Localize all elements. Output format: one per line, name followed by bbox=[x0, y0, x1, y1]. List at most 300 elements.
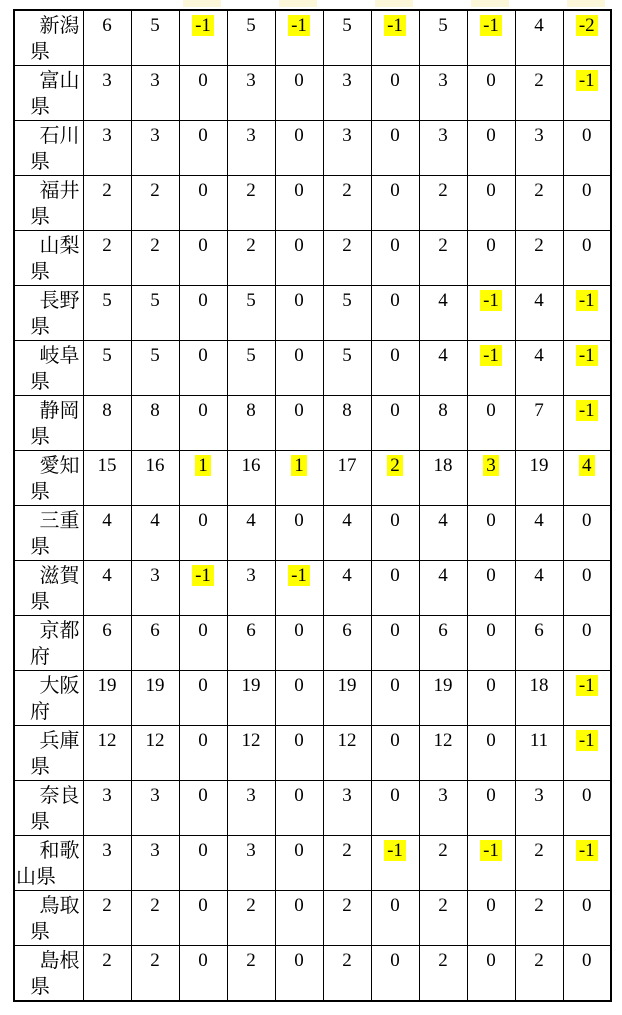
value-cell bbox=[323, 231, 371, 286]
value-text: 0 bbox=[390, 345, 400, 366]
value-text: 0 bbox=[294, 70, 304, 91]
value-cell bbox=[467, 836, 515, 891]
value-cell bbox=[227, 946, 275, 1002]
value-text: 16 bbox=[145, 455, 165, 476]
value-text: 3 bbox=[246, 565, 256, 586]
value-text: 2 bbox=[102, 235, 112, 256]
value-text: 3 bbox=[342, 785, 352, 806]
value-text: 2 bbox=[438, 235, 448, 256]
value-text: 2 bbox=[102, 180, 112, 201]
prefecture-name-cell bbox=[14, 671, 83, 726]
value-text: 3 bbox=[246, 125, 256, 146]
value-text: 11 bbox=[529, 730, 549, 751]
value-text: 8 bbox=[438, 400, 448, 421]
value-text: 19 bbox=[97, 675, 117, 696]
value-cell bbox=[467, 616, 515, 671]
value-cell bbox=[323, 66, 371, 121]
value-cell bbox=[179, 781, 227, 836]
prefecture-name-line: 新潟 bbox=[39, 15, 80, 37]
value-cell bbox=[323, 176, 371, 231]
value-text: 19 bbox=[145, 675, 165, 696]
prefecture-name-line: 富山 bbox=[39, 70, 80, 92]
value-cell bbox=[227, 121, 275, 176]
value-text: 0 bbox=[294, 675, 304, 696]
value-cell bbox=[563, 946, 611, 1002]
value-cell bbox=[131, 176, 179, 231]
prefecture-name-line: 県 bbox=[30, 41, 50, 63]
value-text: 4 bbox=[534, 345, 544, 366]
prefecture-name-cell bbox=[14, 561, 83, 616]
value-text: 0 bbox=[294, 345, 304, 366]
value-cell bbox=[131, 836, 179, 891]
value-text: 0 bbox=[390, 125, 400, 146]
value-cell bbox=[563, 176, 611, 231]
value-cell bbox=[515, 341, 563, 396]
value-text: 0 bbox=[198, 180, 208, 201]
value-text: 0 bbox=[198, 785, 208, 806]
value-cell bbox=[563, 726, 611, 781]
table-row bbox=[14, 341, 611, 396]
value-cell bbox=[467, 451, 515, 506]
value-text: 2 bbox=[534, 895, 544, 916]
value-text: 0 bbox=[198, 840, 208, 861]
value-cell bbox=[83, 396, 131, 451]
value-text: 12 bbox=[97, 730, 117, 751]
value-text: 0 bbox=[294, 290, 304, 311]
cutoff-highlight-sliver bbox=[183, 0, 221, 7]
value-cell bbox=[419, 836, 467, 891]
value-cell bbox=[467, 726, 515, 781]
value-text: 2 bbox=[102, 950, 112, 971]
value-cell bbox=[563, 341, 611, 396]
value-cell bbox=[467, 506, 515, 561]
prefecture-name-line: 県 bbox=[30, 591, 50, 613]
value-cell bbox=[275, 781, 323, 836]
value-cell bbox=[371, 506, 419, 561]
value-cell bbox=[371, 10, 419, 66]
value-text: 12 bbox=[337, 730, 357, 751]
value-text: 8 bbox=[342, 400, 352, 421]
value-cell bbox=[83, 726, 131, 781]
value-text: 2 bbox=[438, 895, 448, 916]
prefecture-table bbox=[13, 9, 612, 1002]
value-cell bbox=[563, 286, 611, 341]
highlighted-value: -1 bbox=[576, 70, 598, 91]
value-text: 0 bbox=[486, 70, 496, 91]
value-cell bbox=[515, 726, 563, 781]
value-text: 0 bbox=[198, 620, 208, 641]
value-cell bbox=[323, 451, 371, 506]
value-cell bbox=[179, 726, 227, 781]
prefecture-name-line: 県 bbox=[30, 536, 50, 558]
highlighted-value: -1 bbox=[576, 400, 598, 421]
value-cell bbox=[323, 671, 371, 726]
value-cell bbox=[371, 616, 419, 671]
value-cell bbox=[515, 66, 563, 121]
value-text: 3 bbox=[150, 840, 160, 861]
value-cell bbox=[515, 396, 563, 451]
table-row bbox=[14, 396, 611, 451]
value-cell bbox=[83, 616, 131, 671]
value-cell bbox=[467, 66, 515, 121]
value-text: 19 bbox=[241, 675, 261, 696]
value-cell bbox=[563, 10, 611, 66]
value-text: 6 bbox=[342, 620, 352, 641]
value-text: 0 bbox=[486, 675, 496, 696]
value-text: 2 bbox=[150, 235, 160, 256]
table-row bbox=[14, 506, 611, 561]
value-text: 0 bbox=[198, 950, 208, 971]
value-text: 0 bbox=[390, 290, 400, 311]
value-cell bbox=[515, 836, 563, 891]
value-text: 0 bbox=[582, 510, 592, 531]
prefecture-name-line: 府 bbox=[30, 646, 50, 668]
value-text: 2 bbox=[438, 840, 448, 861]
value-text: 6 bbox=[534, 620, 544, 641]
value-cell bbox=[323, 286, 371, 341]
value-text: 17 bbox=[337, 455, 357, 476]
prefecture-name-line: 岐阜 bbox=[39, 345, 80, 367]
value-cell bbox=[371, 286, 419, 341]
value-cell bbox=[323, 561, 371, 616]
value-text: 0 bbox=[294, 125, 304, 146]
table-row bbox=[14, 121, 611, 176]
prefecture-name-cell bbox=[14, 66, 83, 121]
value-cell bbox=[227, 781, 275, 836]
value-text: 4 bbox=[534, 565, 544, 586]
value-cell bbox=[419, 176, 467, 231]
value-cell bbox=[323, 836, 371, 891]
value-text: 2 bbox=[102, 895, 112, 916]
value-cell bbox=[179, 891, 227, 946]
value-cell bbox=[371, 121, 419, 176]
table-row bbox=[14, 231, 611, 286]
value-text: 0 bbox=[294, 730, 304, 751]
value-text: 3 bbox=[246, 840, 256, 861]
value-cell bbox=[515, 286, 563, 341]
value-cell bbox=[371, 341, 419, 396]
value-cell bbox=[371, 671, 419, 726]
highlighted-value: 1 bbox=[195, 455, 211, 476]
value-cell bbox=[323, 781, 371, 836]
value-cell bbox=[563, 451, 611, 506]
value-cell bbox=[275, 66, 323, 121]
cutoff-highlight-sliver bbox=[567, 0, 605, 7]
value-text: 0 bbox=[198, 895, 208, 916]
value-cell bbox=[515, 451, 563, 506]
prefecture-name-line: 県 bbox=[30, 426, 50, 448]
value-text: 0 bbox=[582, 895, 592, 916]
highlighted-value: -1 bbox=[576, 345, 598, 366]
value-text: 0 bbox=[294, 950, 304, 971]
value-cell bbox=[371, 891, 419, 946]
value-cell bbox=[179, 10, 227, 66]
value-text: 5 bbox=[150, 15, 160, 36]
value-cell bbox=[515, 10, 563, 66]
value-cell bbox=[419, 10, 467, 66]
value-cell bbox=[275, 451, 323, 506]
value-cell bbox=[227, 671, 275, 726]
value-cell bbox=[419, 616, 467, 671]
table-row bbox=[14, 451, 611, 506]
value-cell bbox=[179, 506, 227, 561]
prefecture-name-line: 奈良 bbox=[39, 785, 80, 807]
value-text: 3 bbox=[246, 785, 256, 806]
value-text: 0 bbox=[198, 70, 208, 91]
value-text: 3 bbox=[150, 785, 160, 806]
value-cell bbox=[419, 66, 467, 121]
value-text: 0 bbox=[582, 125, 592, 146]
value-text: 0 bbox=[582, 950, 592, 971]
prefecture-name-line: 県 bbox=[30, 96, 50, 118]
prefecture-name-line: 県 bbox=[30, 151, 50, 173]
value-cell bbox=[131, 10, 179, 66]
prefecture-name-cell bbox=[14, 341, 83, 396]
value-cell bbox=[131, 726, 179, 781]
value-cell bbox=[371, 781, 419, 836]
value-cell bbox=[83, 121, 131, 176]
highlighted-value: -1 bbox=[384, 840, 406, 861]
value-text: 0 bbox=[390, 785, 400, 806]
value-cell bbox=[515, 781, 563, 836]
value-text: 12 bbox=[241, 730, 261, 751]
value-text: 0 bbox=[294, 180, 304, 201]
value-cell bbox=[515, 616, 563, 671]
value-cell bbox=[83, 231, 131, 286]
value-cell bbox=[275, 726, 323, 781]
prefecture-name-line: 静岡 bbox=[39, 400, 80, 422]
value-text: 2 bbox=[534, 840, 544, 861]
value-text: 2 bbox=[438, 950, 448, 971]
table-row bbox=[14, 671, 611, 726]
prefecture-name-line: 島根 bbox=[39, 950, 80, 972]
prefecture-name-cell bbox=[14, 836, 83, 891]
value-cell bbox=[275, 506, 323, 561]
value-cell bbox=[563, 836, 611, 891]
value-cell bbox=[563, 231, 611, 286]
value-cell bbox=[323, 726, 371, 781]
highlighted-value: -1 bbox=[480, 15, 502, 36]
value-cell bbox=[275, 231, 323, 286]
value-text: 0 bbox=[294, 840, 304, 861]
value-text: 0 bbox=[486, 235, 496, 256]
cutoff-highlight-sliver bbox=[279, 0, 317, 7]
value-cell bbox=[131, 231, 179, 286]
value-cell bbox=[179, 121, 227, 176]
value-text: 5 bbox=[246, 15, 256, 36]
value-cell bbox=[515, 946, 563, 1002]
value-cell bbox=[323, 10, 371, 66]
table-row bbox=[14, 946, 611, 1002]
value-cell bbox=[275, 561, 323, 616]
prefecture-name-line: 愛知 bbox=[39, 455, 80, 477]
prefecture-name-line: 県 bbox=[30, 261, 50, 283]
value-text: 0 bbox=[294, 785, 304, 806]
value-cell bbox=[467, 946, 515, 1002]
prefecture-name-line: 兵庫 bbox=[39, 730, 80, 752]
value-cell bbox=[275, 176, 323, 231]
value-text: 15 bbox=[97, 455, 117, 476]
value-text: 0 bbox=[390, 235, 400, 256]
value-cell bbox=[371, 836, 419, 891]
value-cell bbox=[371, 231, 419, 286]
value-cell bbox=[131, 66, 179, 121]
value-text: 5 bbox=[150, 345, 160, 366]
value-text: 0 bbox=[198, 345, 208, 366]
value-cell bbox=[83, 66, 131, 121]
value-text: 0 bbox=[486, 785, 496, 806]
prefecture-name-line: 長野 bbox=[39, 290, 80, 312]
highlighted-value: -1 bbox=[288, 565, 310, 586]
value-text: 3 bbox=[342, 125, 352, 146]
value-text: 5 bbox=[246, 345, 256, 366]
value-text: 6 bbox=[102, 15, 112, 36]
value-cell bbox=[467, 671, 515, 726]
value-text: 0 bbox=[390, 730, 400, 751]
value-text: 18 bbox=[433, 455, 453, 476]
value-cell bbox=[563, 781, 611, 836]
prefecture-name-line: 府 bbox=[30, 701, 50, 723]
value-cell bbox=[131, 561, 179, 616]
value-text: 0 bbox=[486, 950, 496, 971]
value-text: 4 bbox=[150, 510, 160, 531]
value-cell bbox=[323, 616, 371, 671]
value-text: 2 bbox=[150, 180, 160, 201]
prefecture-name-cell bbox=[14, 231, 83, 286]
value-text: 19 bbox=[433, 675, 453, 696]
value-text: 4 bbox=[438, 345, 448, 366]
value-cell bbox=[227, 396, 275, 451]
value-cell bbox=[563, 121, 611, 176]
value-text: 0 bbox=[582, 235, 592, 256]
value-cell bbox=[275, 121, 323, 176]
value-cell bbox=[467, 341, 515, 396]
prefecture-name-cell bbox=[14, 781, 83, 836]
value-cell bbox=[131, 671, 179, 726]
highlighted-value: 1 bbox=[291, 455, 307, 476]
cutoff-row-strip bbox=[13, 0, 613, 8]
value-text: 0 bbox=[582, 180, 592, 201]
value-cell bbox=[419, 506, 467, 561]
value-text: 2 bbox=[246, 235, 256, 256]
value-text: 2 bbox=[534, 70, 544, 91]
prefecture-name-cell bbox=[14, 891, 83, 946]
highlighted-value: -1 bbox=[288, 15, 310, 36]
prefecture-name-line: 県 bbox=[30, 371, 50, 393]
value-text: 5 bbox=[342, 15, 352, 36]
prefecture-name-line: 京都 bbox=[39, 620, 80, 642]
value-cell bbox=[275, 616, 323, 671]
prefecture-table-body bbox=[14, 10, 611, 1001]
value-text: 4 bbox=[534, 15, 544, 36]
highlighted-value: 4 bbox=[579, 455, 595, 476]
value-text: 4 bbox=[246, 510, 256, 531]
value-text: 0 bbox=[294, 400, 304, 421]
value-text: 0 bbox=[198, 400, 208, 421]
value-cell bbox=[419, 231, 467, 286]
value-text: 8 bbox=[150, 400, 160, 421]
value-text: 0 bbox=[390, 180, 400, 201]
value-text: 3 bbox=[438, 785, 448, 806]
value-cell bbox=[419, 451, 467, 506]
prefecture-name-line: 県 bbox=[30, 756, 50, 778]
value-text: 0 bbox=[486, 895, 496, 916]
highlighted-value: -1 bbox=[192, 15, 214, 36]
highlighted-value: 3 bbox=[483, 455, 499, 476]
value-cell bbox=[419, 561, 467, 616]
value-cell bbox=[179, 946, 227, 1002]
value-text: 0 bbox=[390, 950, 400, 971]
value-cell bbox=[179, 176, 227, 231]
prefecture-name-line: 山梨 bbox=[39, 235, 80, 257]
value-text: 3 bbox=[102, 70, 112, 91]
value-cell bbox=[275, 891, 323, 946]
value-cell bbox=[515, 671, 563, 726]
value-cell bbox=[467, 286, 515, 341]
cutoff-highlight-sliver bbox=[471, 0, 509, 7]
value-cell bbox=[323, 121, 371, 176]
value-text: 0 bbox=[582, 785, 592, 806]
value-text: 2 bbox=[342, 950, 352, 971]
highlighted-value: -1 bbox=[576, 840, 598, 861]
value-cell bbox=[563, 396, 611, 451]
table-row bbox=[14, 66, 611, 121]
value-cell bbox=[275, 10, 323, 66]
value-cell bbox=[371, 176, 419, 231]
table-row bbox=[14, 836, 611, 891]
value-cell bbox=[131, 781, 179, 836]
value-text: 0 bbox=[390, 620, 400, 641]
value-cell bbox=[131, 506, 179, 561]
value-text: 7 bbox=[534, 400, 544, 421]
value-cell bbox=[83, 506, 131, 561]
value-text: 4 bbox=[438, 565, 448, 586]
highlighted-value: -1 bbox=[384, 15, 406, 36]
value-text: 2 bbox=[342, 895, 352, 916]
value-cell bbox=[131, 946, 179, 1002]
value-cell bbox=[227, 341, 275, 396]
table-row bbox=[14, 286, 611, 341]
value-cell bbox=[323, 891, 371, 946]
prefecture-name-line: 大阪 bbox=[39, 675, 80, 697]
value-cell bbox=[179, 671, 227, 726]
value-cell bbox=[131, 451, 179, 506]
value-cell bbox=[131, 891, 179, 946]
value-cell bbox=[371, 451, 419, 506]
value-text: 4 bbox=[438, 290, 448, 311]
value-text: 5 bbox=[150, 290, 160, 311]
value-text: 4 bbox=[534, 510, 544, 531]
value-text: 0 bbox=[582, 620, 592, 641]
value-text: 5 bbox=[438, 15, 448, 36]
value-text: 18 bbox=[529, 675, 549, 696]
value-text: 0 bbox=[582, 565, 592, 586]
value-text: 0 bbox=[390, 675, 400, 696]
value-text: 5 bbox=[342, 290, 352, 311]
value-text: 5 bbox=[246, 290, 256, 311]
value-cell bbox=[275, 396, 323, 451]
value-cell bbox=[275, 836, 323, 891]
table-row bbox=[14, 891, 611, 946]
value-text: 4 bbox=[534, 290, 544, 311]
value-text: 0 bbox=[486, 565, 496, 586]
value-text: 3 bbox=[102, 840, 112, 861]
value-cell bbox=[179, 836, 227, 891]
value-text: 0 bbox=[198, 675, 208, 696]
value-cell bbox=[371, 561, 419, 616]
prefecture-name-cell bbox=[14, 451, 83, 506]
prefecture-name-cell bbox=[14, 10, 83, 66]
